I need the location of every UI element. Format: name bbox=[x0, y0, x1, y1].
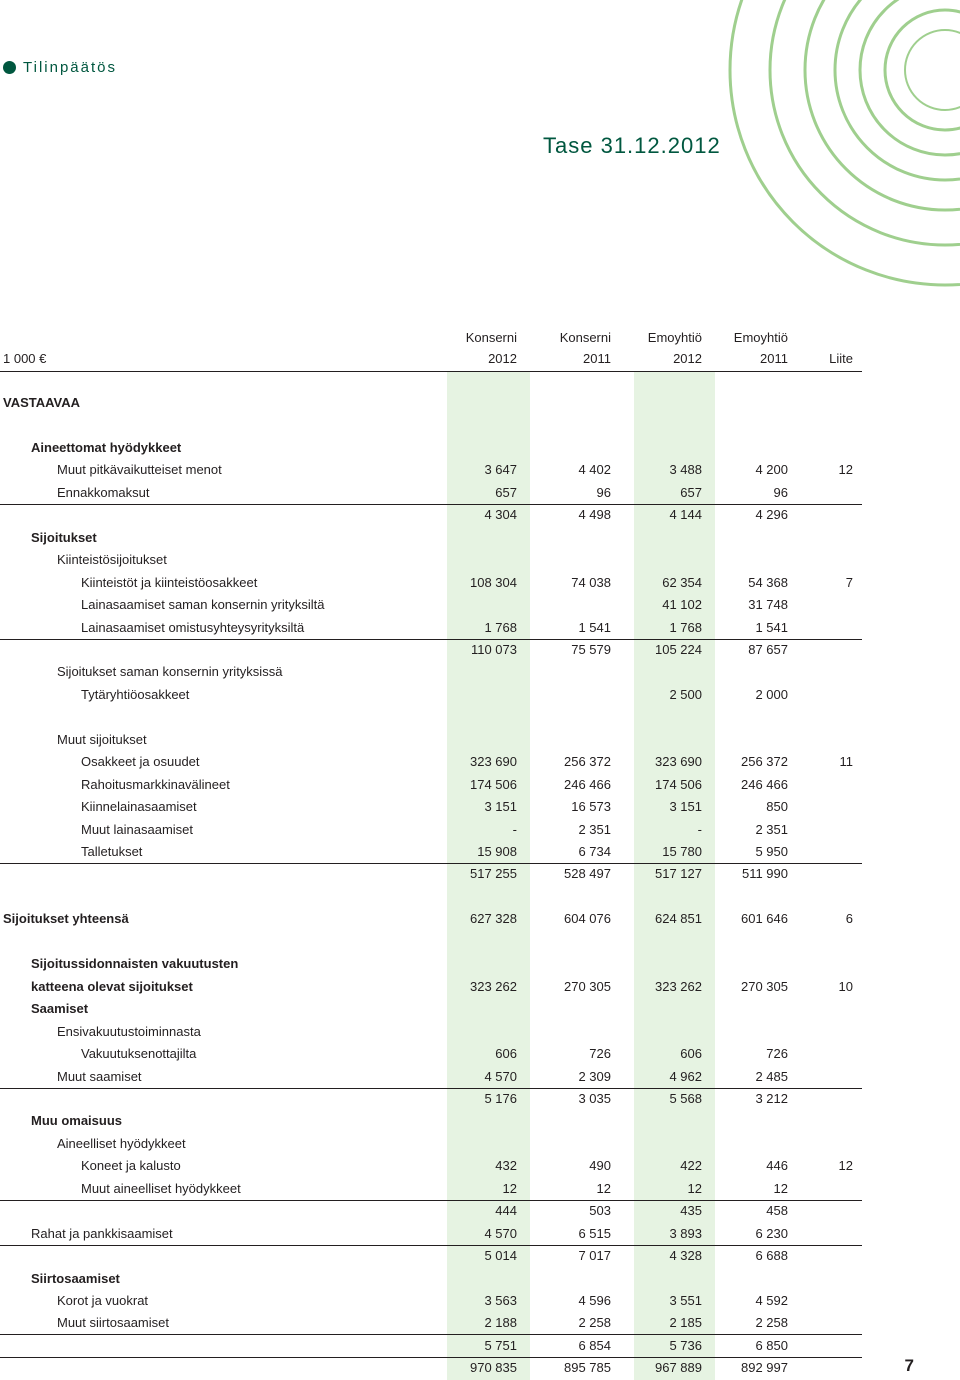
row-value: 256 372 bbox=[564, 754, 611, 770]
table-row bbox=[0, 437, 862, 459]
row-value: 3 893 bbox=[669, 1225, 702, 1241]
row-value: 2 000 bbox=[755, 686, 788, 702]
row-value: 4 596 bbox=[578, 1293, 611, 1308]
table-row bbox=[0, 931, 862, 953]
table-row bbox=[0, 976, 862, 998]
table-row bbox=[0, 886, 862, 908]
column-header-entity: Konserni bbox=[559, 330, 611, 345]
row-value: 41 102 bbox=[662, 597, 702, 613]
column-header-entity: Konserni bbox=[465, 330, 517, 345]
row-value: 3 647 bbox=[484, 462, 517, 478]
row-value: 3 151 bbox=[484, 799, 517, 815]
row-value: 458 bbox=[766, 1203, 788, 1219]
row-value: 246 466 bbox=[741, 776, 788, 792]
row-value: 6 515 bbox=[578, 1225, 611, 1241]
table-row bbox=[0, 841, 862, 864]
row-value: 270 305 bbox=[741, 978, 788, 994]
table-row bbox=[0, 1200, 862, 1222]
table-row bbox=[0, 953, 862, 975]
row-value: 5 751 bbox=[484, 1337, 517, 1353]
table-row bbox=[0, 774, 862, 796]
column-header-year: 2011 bbox=[583, 351, 611, 366]
row-label: Sijoitukset saman konsernin yrityksissä bbox=[57, 664, 283, 680]
row-value: 726 bbox=[589, 1046, 611, 1062]
row-value: 5 568 bbox=[669, 1090, 702, 1106]
row-value: 517 127 bbox=[655, 866, 702, 882]
row-value: 2 188 bbox=[484, 1315, 517, 1331]
row-value: 4 962 bbox=[669, 1068, 702, 1084]
row-value: 895 785 bbox=[564, 1360, 611, 1376]
row-value: 62 354 bbox=[662, 574, 702, 590]
row-value: 2 258 bbox=[578, 1315, 611, 1331]
table-row bbox=[0, 392, 862, 414]
table-row bbox=[0, 1357, 862, 1379]
row-value: 3 035 bbox=[578, 1090, 611, 1106]
row-value: 4 296 bbox=[755, 507, 788, 523]
table-row bbox=[0, 819, 862, 841]
row-value: 850 bbox=[766, 799, 788, 815]
table-row bbox=[0, 1155, 862, 1177]
column-header-entity: Emoyhtiö bbox=[647, 330, 702, 345]
table-row bbox=[0, 572, 862, 594]
row-note: 11 bbox=[839, 754, 853, 770]
row-value: 4 402 bbox=[578, 462, 611, 478]
row-value: 7 017 bbox=[578, 1248, 611, 1264]
row-value: 601 646 bbox=[741, 911, 788, 927]
row-value: 528 497 bbox=[564, 866, 611, 882]
row-note: 7 bbox=[845, 574, 853, 590]
row-value: 4 570 bbox=[484, 1068, 517, 1084]
table-row bbox=[0, 482, 862, 505]
row-label: Rahoitusmarkkinavälineet bbox=[81, 776, 230, 792]
row-label: Saamiset bbox=[31, 1001, 89, 1017]
table-row bbox=[0, 617, 862, 640]
table-row bbox=[0, 1066, 862, 1089]
row-value: 432 bbox=[495, 1158, 517, 1174]
row-value: 75 579 bbox=[571, 641, 611, 657]
row-value: 657 bbox=[495, 484, 517, 500]
row-label: Sijoitussidonnaisten vakuutusten bbox=[31, 956, 239, 972]
row-value: 174 506 bbox=[655, 776, 702, 792]
table-row bbox=[0, 1290, 862, 1312]
row-value: 446 bbox=[766, 1158, 788, 1174]
row-value: 105 224 bbox=[655, 641, 702, 657]
row-value: 517 255 bbox=[470, 866, 517, 882]
row-value: 967 889 bbox=[655, 1360, 702, 1376]
row-label: Lainasaamiset omistusyhteysyrityksiltä bbox=[81, 619, 305, 635]
row-value: 970 835 bbox=[470, 1360, 517, 1376]
row-value: 4 304 bbox=[484, 507, 517, 523]
row-value: 5 950 bbox=[755, 844, 788, 859]
row-value: 6 688 bbox=[755, 1248, 788, 1264]
row-label: Ensivakuutustoiminnasta bbox=[57, 1023, 201, 1039]
concentric-rings-decoration bbox=[700, 0, 960, 300]
row-value: 3 488 bbox=[669, 462, 702, 478]
table-row bbox=[0, 1021, 862, 1043]
page-title: Tase 31.12.2012 bbox=[543, 133, 721, 158]
row-value: 4 592 bbox=[755, 1293, 788, 1308]
row-value: 892 997 bbox=[741, 1360, 788, 1376]
table-row bbox=[0, 594, 862, 616]
row-label: Tytäryhtiöosakkeet bbox=[81, 686, 190, 702]
row-value: 2 258 bbox=[755, 1315, 788, 1331]
row-value: 422 bbox=[680, 1158, 702, 1174]
row-value: 2 485 bbox=[755, 1068, 788, 1084]
table-row bbox=[0, 504, 862, 526]
row-note: 12 bbox=[838, 462, 853, 478]
table-row bbox=[0, 527, 862, 549]
table-row bbox=[0, 729, 862, 751]
row-value: 5 014 bbox=[484, 1248, 517, 1264]
row-value: 323 262 bbox=[470, 978, 517, 994]
row-value: 87 657 bbox=[748, 641, 788, 657]
row-value: 12 bbox=[596, 1180, 611, 1196]
row-value: 503 bbox=[589, 1203, 611, 1219]
row-value: 606 bbox=[495, 1046, 517, 1062]
section-bullet-icon bbox=[3, 61, 16, 74]
row-label: Ennakkomaksut bbox=[57, 484, 150, 500]
row-value: 15 908 bbox=[477, 844, 517, 859]
row-value: 108 304 bbox=[470, 574, 517, 590]
row-value: 726 bbox=[766, 1046, 788, 1062]
row-value: 6 854 bbox=[578, 1337, 611, 1353]
row-value: 511 990 bbox=[741, 866, 788, 882]
table-row bbox=[0, 1312, 862, 1335]
row-label: Muu omaisuus bbox=[31, 1113, 123, 1129]
row-value: 323 690 bbox=[470, 754, 517, 770]
row-note: 6 bbox=[845, 911, 853, 927]
row-label: Muut aineelliset hyödykkeet bbox=[81, 1180, 241, 1196]
row-label: Kiinnelainasaamiset bbox=[81, 799, 197, 815]
row-label: VASTAAVAA bbox=[3, 395, 81, 410]
row-label: Muut sijoitukset bbox=[57, 731, 147, 747]
row-value: 4 200 bbox=[755, 462, 788, 478]
row-value: 323 690 bbox=[655, 754, 702, 770]
table-row bbox=[0, 1223, 862, 1246]
column-header-year: 2012 bbox=[488, 351, 517, 366]
table-row bbox=[0, 549, 862, 571]
row-label: Rahat ja pankkisaamiset bbox=[31, 1225, 173, 1241]
row-value: 2 500 bbox=[669, 686, 702, 702]
row-label: Aineelliset hyödykkeet bbox=[57, 1135, 186, 1151]
table-row bbox=[0, 414, 862, 436]
section-title: Tilinpäätös bbox=[23, 59, 117, 76]
row-value: 110 073 bbox=[470, 641, 517, 657]
table-row bbox=[0, 459, 862, 481]
row-value: 54 368 bbox=[748, 574, 788, 590]
row-value: - bbox=[697, 821, 702, 837]
row-note: 10 bbox=[838, 978, 853, 994]
row-value: 3 151 bbox=[669, 799, 702, 815]
row-label: Lainasaamiset saman konsernin yrityksiltä bbox=[81, 597, 325, 613]
row-value: 435 bbox=[680, 1203, 702, 1219]
row-value: 15 780 bbox=[662, 844, 702, 859]
row-value: 5 176 bbox=[484, 1090, 517, 1106]
row-label: Muut saamiset bbox=[57, 1068, 142, 1084]
row-label: Sijoitukset bbox=[31, 529, 97, 545]
row-value: - bbox=[512, 821, 517, 837]
row-value: 4 498 bbox=[578, 507, 611, 523]
table-row bbox=[0, 1110, 862, 1132]
row-value: 5 736 bbox=[669, 1337, 702, 1353]
row-value: 604 076 bbox=[564, 911, 611, 927]
row-label: Vakuutuksenottajilta bbox=[81, 1046, 197, 1062]
table-row bbox=[0, 1245, 862, 1267]
table-row bbox=[0, 1268, 862, 1290]
row-value: 1 768 bbox=[484, 619, 517, 635]
row-label: Siirtosaamiset bbox=[31, 1270, 120, 1286]
table-header bbox=[0, 329, 862, 372]
table-row bbox=[0, 998, 862, 1020]
table-row bbox=[0, 1133, 862, 1155]
row-value: 16 573 bbox=[571, 799, 611, 815]
row-value: 4 144 bbox=[669, 507, 702, 523]
row-value: 2 309 bbox=[578, 1068, 611, 1084]
row-value: 96 bbox=[773, 484, 788, 500]
column-header-year: 2011 bbox=[760, 351, 788, 366]
row-value: 1 541 bbox=[578, 619, 611, 635]
row-label: Muut lainasaamiset bbox=[81, 821, 193, 837]
row-label: Muut pitkävaikutteiset menot bbox=[57, 462, 222, 478]
column-header-year: 2012 bbox=[673, 351, 702, 366]
table-row bbox=[0, 1088, 862, 1110]
row-value: 256 372 bbox=[741, 754, 788, 770]
row-value: 174 506 bbox=[470, 776, 517, 792]
row-value: 490 bbox=[589, 1158, 611, 1174]
row-value: 606 bbox=[680, 1046, 702, 1062]
table-row bbox=[0, 639, 862, 661]
row-value: 270 305 bbox=[564, 978, 611, 994]
row-value: 624 851 bbox=[655, 911, 702, 927]
column-header-note: Liite bbox=[829, 351, 853, 366]
table-row bbox=[0, 908, 862, 930]
unit-label: 1 000 € bbox=[3, 351, 47, 366]
table-row bbox=[0, 661, 862, 683]
row-label: Osakkeet ja osuudet bbox=[81, 754, 200, 770]
table-row bbox=[0, 684, 862, 706]
row-value: 31 748 bbox=[748, 597, 788, 613]
row-label: Koneet ja kalusto bbox=[81, 1158, 181, 1174]
page-number: 7 bbox=[904, 1356, 914, 1375]
row-value: 3 563 bbox=[484, 1293, 517, 1308]
row-value: 444 bbox=[495, 1203, 517, 1219]
row-note: 12 bbox=[838, 1158, 853, 1174]
table-row bbox=[0, 751, 862, 773]
row-value: 2 351 bbox=[755, 821, 788, 837]
row-value: 657 bbox=[680, 484, 702, 500]
row-value: 74 038 bbox=[571, 574, 611, 590]
row-value: 12 bbox=[502, 1180, 517, 1196]
row-label: katteena olevat sijoitukset bbox=[31, 978, 193, 994]
row-value: 627 328 bbox=[470, 911, 517, 927]
row-value: 2 351 bbox=[578, 821, 611, 837]
row-label: Kiinteistöt ja kiinteistöosakkeet bbox=[81, 574, 258, 590]
column-header-entity: Emoyhtiö bbox=[733, 330, 788, 345]
row-value: 6 230 bbox=[755, 1225, 788, 1241]
row-label: Muut siirtosaamiset bbox=[57, 1315, 169, 1331]
row-value: 3 551 bbox=[669, 1293, 702, 1308]
table-row bbox=[0, 863, 862, 885]
row-label: Korot ja vuokrat bbox=[57, 1293, 149, 1308]
row-label: Talletukset bbox=[81, 844, 143, 859]
row-value: 246 466 bbox=[564, 776, 611, 792]
row-label: Sijoitukset yhteensä bbox=[3, 911, 129, 927]
row-value: 4 328 bbox=[669, 1248, 702, 1264]
row-value: 1 541 bbox=[755, 619, 788, 635]
row-value: 4 570 bbox=[484, 1225, 517, 1241]
table-row bbox=[0, 706, 862, 728]
row-label: Kiinteistösijoitukset bbox=[57, 552, 167, 568]
table-row bbox=[0, 1335, 862, 1358]
row-value: 3 212 bbox=[755, 1090, 788, 1106]
row-value: 6 734 bbox=[578, 844, 611, 859]
row-value: 12 bbox=[687, 1180, 702, 1196]
table-row bbox=[0, 796, 862, 818]
table-row bbox=[0, 1043, 862, 1065]
row-value: 96 bbox=[596, 484, 611, 500]
row-value: 323 262 bbox=[655, 978, 702, 994]
table-row bbox=[0, 1178, 862, 1201]
row-value: 12 bbox=[773, 1180, 788, 1196]
row-label: Aineettomat hyödykkeet bbox=[31, 439, 182, 455]
row-value: 2 185 bbox=[669, 1315, 702, 1331]
row-value: 6 850 bbox=[755, 1337, 788, 1353]
row-value: 1 768 bbox=[669, 619, 702, 635]
